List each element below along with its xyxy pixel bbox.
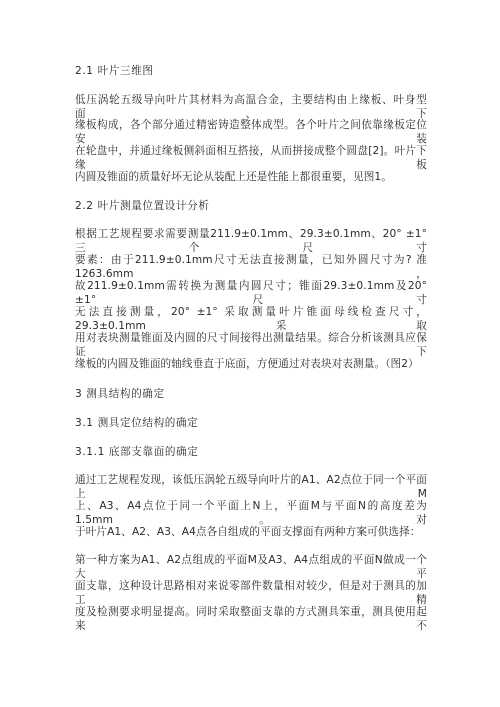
paragraph-line: 缘板构成，各个部分通过精密铸造整体成型。各个叶片之间依靠缘板定位安装 bbox=[75, 119, 427, 145]
paragraph-line: 低压涡轮五级导向叶片其材料为高温合金，主要结构由上缘板、叶身型面、下 bbox=[75, 94, 427, 120]
paragraph-line: 缘板的内圆及锥面的轴线垂直于底面，方便通过对表块对表测量。（图2） bbox=[75, 358, 419, 370]
section-heading-3-1-1: 3.1.1 底部支靠面的确定 bbox=[75, 446, 199, 458]
paragraph-line: 通过工艺规程发现，该低压涡轮五级导向叶片的A1、A2点位于同一个平面上M bbox=[75, 474, 427, 500]
paragraph-line: 无法直接测量，20° ±1° 采取测量叶片锥面母线检查尺寸，29.3±0.1mm采取 bbox=[75, 306, 427, 332]
section-heading-2-1: 2.1 叶片三维图 bbox=[75, 65, 154, 77]
paragraph-line: 内圆及锥面的质量好坏无论从装配上还是性能上都很重要，见图1。 bbox=[75, 171, 392, 183]
paragraph-line: 在轮盘中，并通过缘板侧斜面相互搭接，从而拼接成整个圆盘[2]。叶片下缘板 bbox=[75, 145, 427, 171]
paragraph-line: 度及检测要求明显提高。同时采取整面支靠的方式测具笨重，测具使用起来不 bbox=[75, 606, 427, 632]
section-heading-3: 3 测具结构的确定 bbox=[75, 388, 165, 400]
paragraph-line: 上、A3、A4点位于同一个平面上N上，平面M与平面N的高度差为1.5mm。对 bbox=[75, 500, 427, 526]
paragraph-line: 于叶片A1、A2、A3、A4点各自组成的平面支撑面有两种方案可供选择： bbox=[75, 526, 421, 538]
paragraph-line: 第一种方案为A1、A2点组成的平面M及A3、A4点组成的平面N做成一个大平 bbox=[75, 554, 427, 580]
paragraph-line: 用对表块测量锥面及内圆的尺寸间接得出测量结果。综合分析该测具应保证下 bbox=[75, 332, 427, 358]
section-heading-2-2: 2.2 叶片测量位置设计分析 bbox=[75, 200, 210, 212]
paragraph-line: 故211.9±0.1mm需转换为测量内圆尺寸；锥面29.3±0.1mm及20° ±1° 尺寸 bbox=[75, 280, 427, 306]
section-heading-3-1: 3.1 测具定位结构的确定 bbox=[75, 417, 199, 429]
paragraph-line: 根据工艺规程要求需要测量211.9±0.1mm、29.3±0.1mm、20° ±1° 三个尺寸 bbox=[75, 228, 427, 254]
paragraph-line: 面支靠，这种设计思路相对来说零部件数量相对较少，但是对于测具的加工精 bbox=[75, 580, 427, 606]
paragraph-line: 要素：由于211.9±0.1mm尺寸无法直接测量，已知外圆尺寸为? 准1263.6mm， bbox=[75, 254, 427, 280]
